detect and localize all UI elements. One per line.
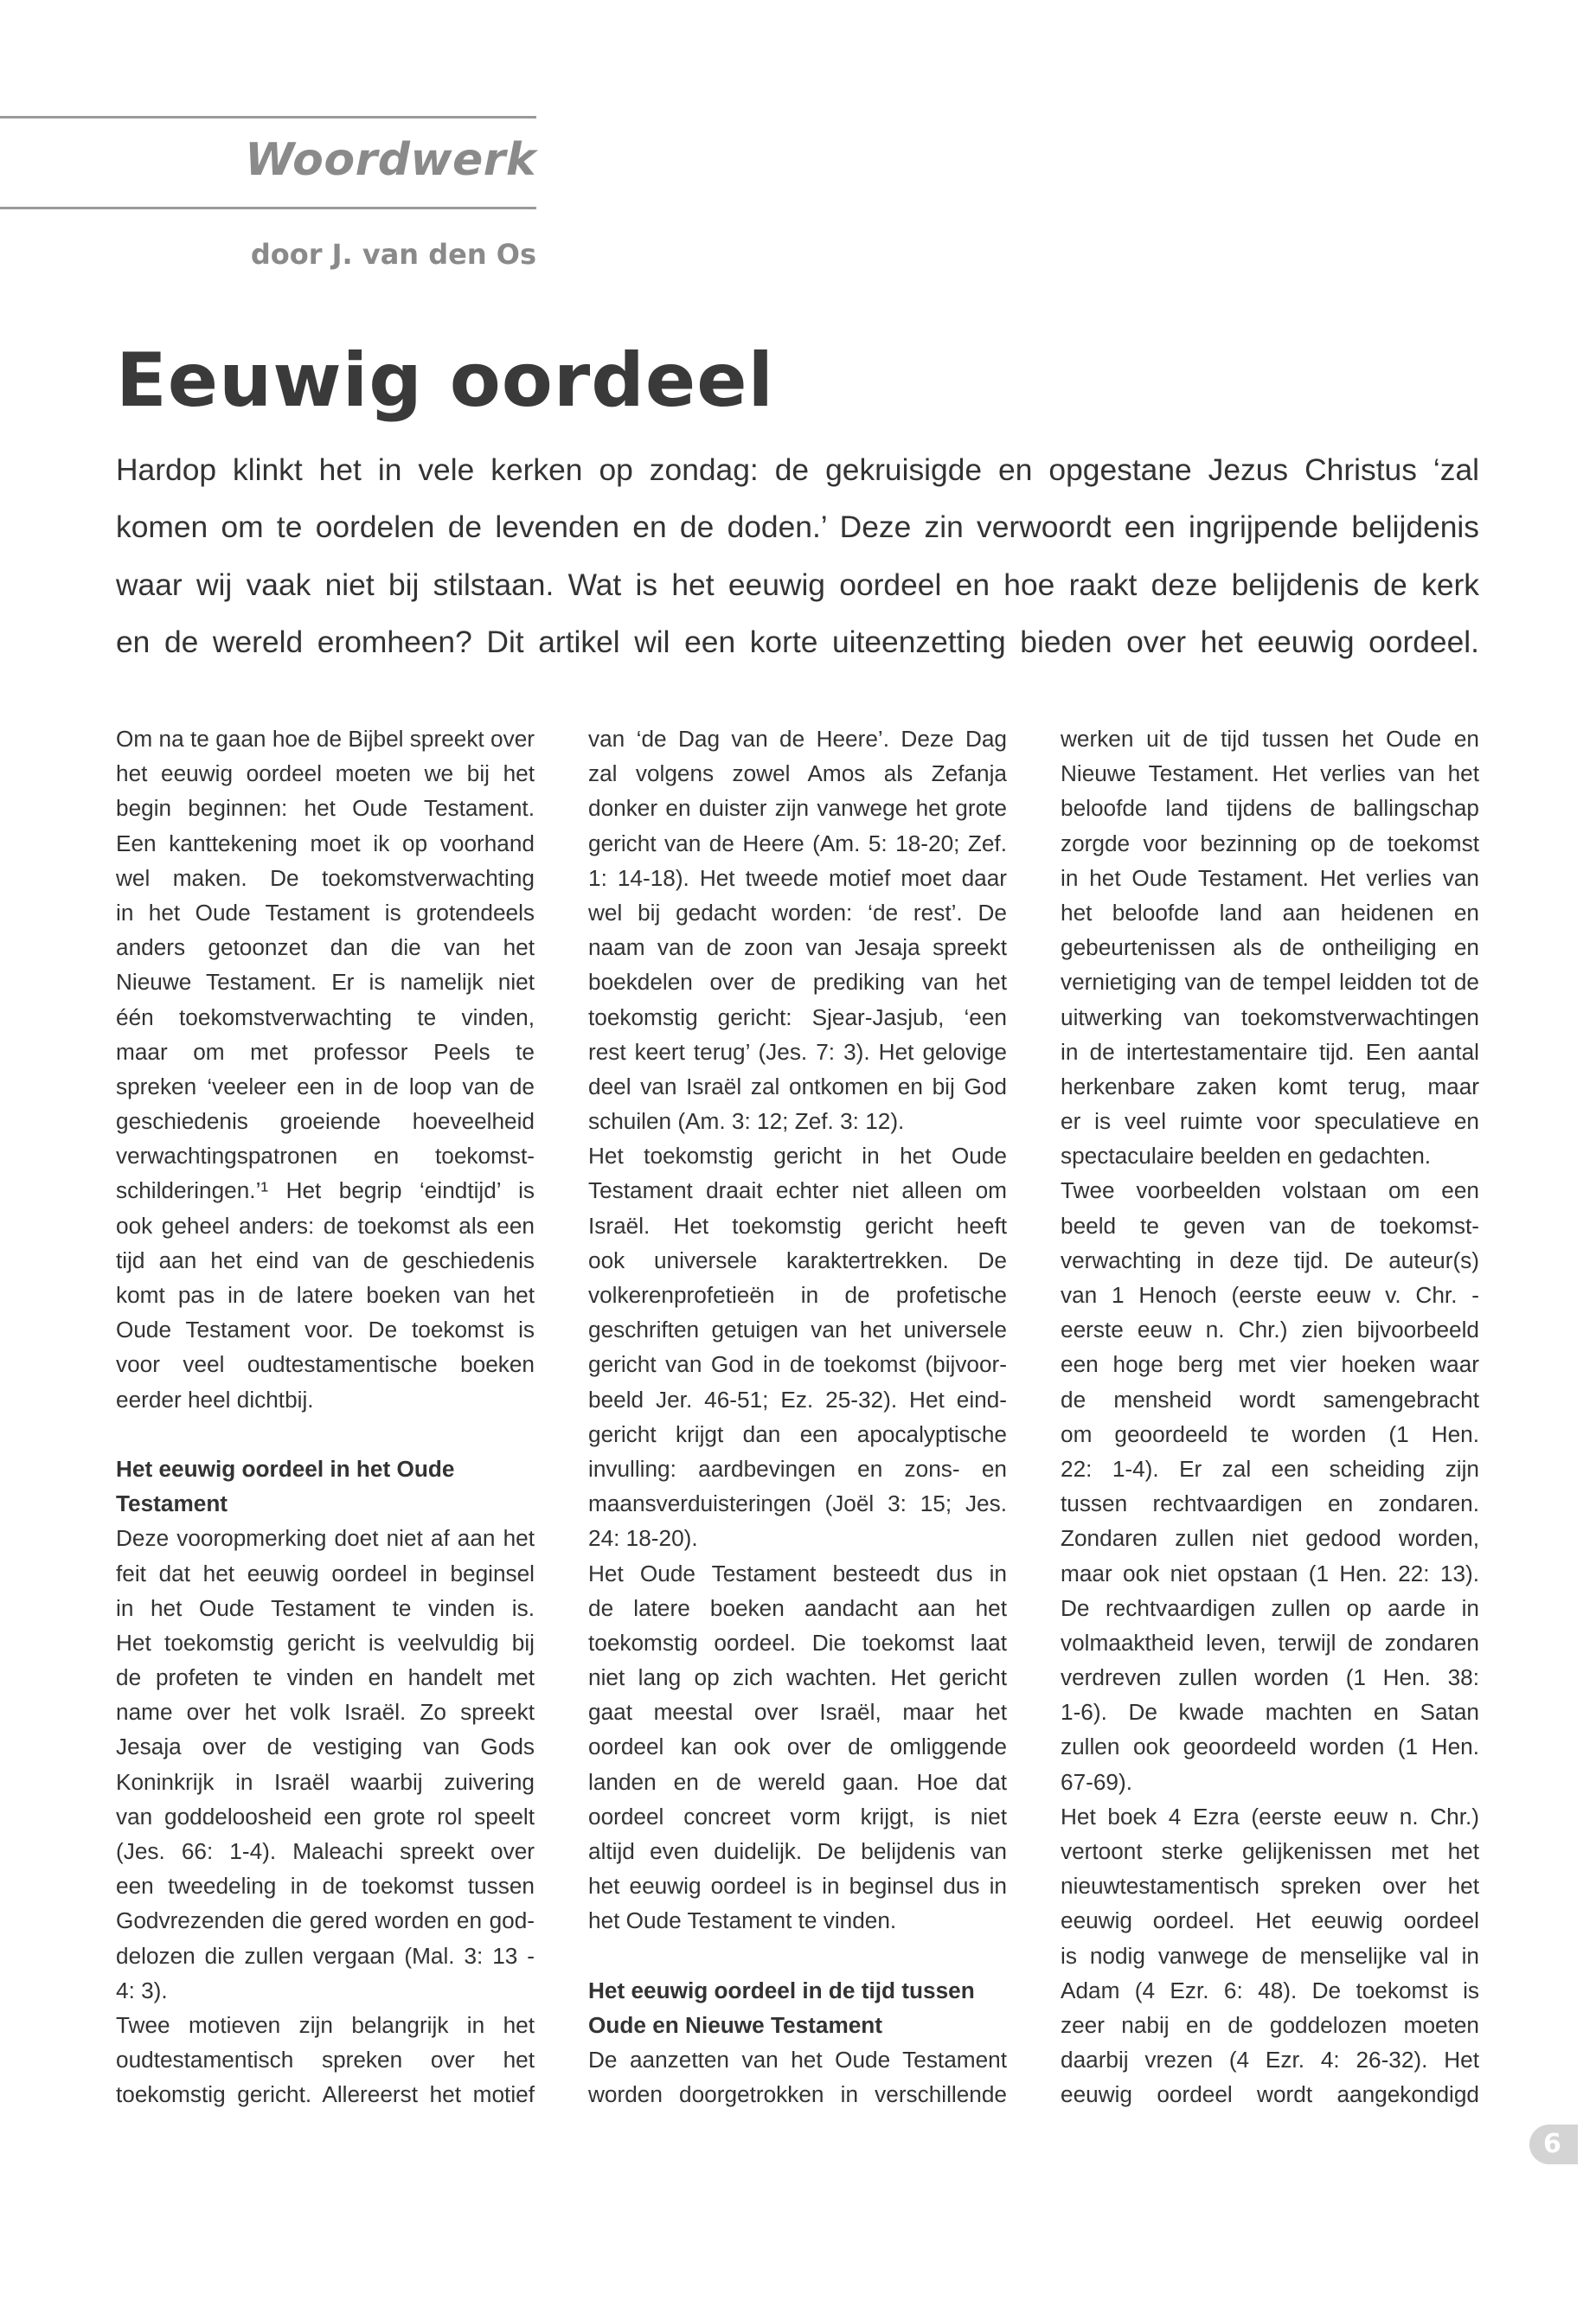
body-text-line: zorgde voor bezinning op de toekomst xyxy=(1061,830,1479,856)
body-text-line: spreken ‘veeleer een in de loop van de xyxy=(116,1073,535,1099)
body-text-line: naam van de zoon van Jesaja spreekt xyxy=(588,934,1007,961)
section-label: Woordwerk xyxy=(245,134,536,186)
body-text-line: de latere boeken aandacht aan het xyxy=(588,1594,1007,1621)
body-text-line: deel van Israël zal ontkomen en bij God xyxy=(588,1073,1007,1099)
body-text-line: gebeurtenissen als de ontheiliging en xyxy=(1061,934,1479,961)
text-column-1 xyxy=(116,721,535,2112)
author-byline: door J. van den Os xyxy=(250,238,536,271)
body-text-line: Het toekomstig gericht in het Oude xyxy=(588,1143,1007,1170)
body-text-line: verwachtingspatronen en toekomst- xyxy=(116,1143,535,1170)
body-text-line: Het boek 4 Ezra (eerste eeuw n. Chr.) xyxy=(1061,1803,1479,1830)
body-text-line: anders getoonzet dan die van het xyxy=(116,934,535,961)
body-text-line: het beloofde land aan heidenen en xyxy=(1061,899,1479,926)
body-text-line: Nieuwe Testament. Het verlies van het xyxy=(1061,760,1479,787)
body-text-line xyxy=(116,1417,535,1452)
body-text-line: boekdelen over de prediking van het xyxy=(588,969,1007,996)
body-text-line: Nieuwe Testament. Er is namelijk niet xyxy=(116,969,535,996)
body-text-line: rest keert terug’ (Jes. 7: 3). Het gelovige xyxy=(588,1038,1007,1065)
body-text-line: volkerenprofetieën in de profetische xyxy=(588,1282,1007,1308)
body-text-line: ook universele karaktertrekken. De xyxy=(588,1247,1007,1273)
body-text-line: maar ook niet opstaan (1 Hen. 22: 13). xyxy=(1061,1560,1479,1586)
intro-line: waar wij vaak niet bij stilstaan. Wat is het eeuwig oordeel en hoe raakt deze belijdenis de kerk xyxy=(116,567,1479,602)
body-text-line: Israël. Het toekomstig gericht heeft xyxy=(588,1212,1007,1239)
body-text-line: name over het volk Israël. Zo spreekt xyxy=(116,1699,535,1726)
body-text-line: er is veel ruimte voor speculatieve en xyxy=(1061,1108,1479,1135)
body-text-line: oordeel concreet vorm krijgt, is niet xyxy=(588,1803,1007,1830)
body-text-line: van ‘de Dag van de Heere’. Deze Dag xyxy=(588,726,1007,752)
body-text-line: Deze vooropmerking doet niet af aan het xyxy=(116,1525,535,1552)
text-column-3 xyxy=(1061,721,1479,2112)
body-text-line: om geoordeeld te worden (1 Hen. xyxy=(1061,1420,1479,1447)
page-number: 6 xyxy=(1543,2129,1561,2159)
body-text-line: de profeten te vinden en handelt met xyxy=(116,1664,535,1691)
body-text-line: maar om met professor Peels te xyxy=(116,1038,535,1065)
body-text-line: vernietiging van de tempel leidden tot de xyxy=(1061,969,1479,996)
body-text-line: komt pas in de latere boeken van het xyxy=(116,1282,535,1308)
body-text-line: feit dat het eeuwig oordeel in beginsel xyxy=(116,1560,535,1586)
body-text-line: Jesaja over de vestiging van Gods xyxy=(116,1734,535,1760)
body-text-line: van 1 Henoch (eerste eeuw v. Chr. - xyxy=(1061,1282,1479,1308)
body-text-line: Twee voorbeelden volstaan om een xyxy=(1061,1177,1479,1204)
body-text-line: toekomstig oordeel. Die toekomst laat xyxy=(588,1629,1007,1656)
body-text-line: tijd aan het eind van de geschiedenis xyxy=(116,1247,535,1273)
body-text-line: altijd even duidelijk. De belijdenis van xyxy=(588,1838,1007,1864)
body-text-line: Godvrezenden die gered worden en god- xyxy=(116,1907,535,1934)
body-text-line: gericht krijgt dan een apocalyptische xyxy=(588,1420,1007,1447)
body-text-line: Koninkrijk in Israël waarbij zuivering xyxy=(116,1768,535,1795)
body-text-line: daarbij vrezen (4 Ezr. 4: 26-32). Het xyxy=(1061,2047,1479,2073)
body-text-line xyxy=(588,1939,1007,1973)
body-text-line: nieuwtestamentisch spreken over het xyxy=(1061,1873,1479,1900)
body-text-line: landen en de wereld gaan. Hoe dat xyxy=(588,1768,1007,1795)
subheading-line: Het eeuwig oordeel in de tijd tussen xyxy=(588,1977,975,2003)
body-text-line: eeuwig oordeel. Het eeuwig oordeel xyxy=(1061,1907,1479,1934)
article-intro xyxy=(116,441,1479,671)
body-text-line: eerste eeuw n. Chr.) zien bijvoorbeeld xyxy=(1061,1317,1479,1343)
body-text-line: Zondaren zullen niet gedood worden, xyxy=(1061,1525,1479,1552)
body-text-line: Adam (4 Ezr. 6: 48). De toekomst is xyxy=(1061,1977,1479,2003)
body-text-line: 22: 1-4). Er zal een scheiding zijn xyxy=(1061,1455,1479,1482)
body-text-line: 1-6). De kwade machten en Satan xyxy=(1061,1699,1479,1726)
body-text-line: Twee motieven zijn belangrijk in het xyxy=(116,2011,535,2038)
body-text-line: Het Oude Testament besteedt dus in xyxy=(588,1560,1007,1586)
body-text-line: geschriften getuigen van het universele xyxy=(588,1317,1007,1343)
body-text-line: volmaaktheid leven, terwijl de zondaren xyxy=(1061,1629,1479,1656)
body-text-line: in de intertestamentaire tijd. Een aantal xyxy=(1061,1038,1479,1065)
body-text-line: geschiedenis groeiende hoeveelheid xyxy=(116,1108,535,1135)
body-text-line: werken uit de tijd tussen het Oude en xyxy=(1061,726,1479,752)
body-text-line: Een kanttekening moet ik op voorhand xyxy=(116,830,535,856)
body-text-line: schuilen (Am. 3: 12; Zef. 3: 12). xyxy=(588,1108,905,1135)
body-text-line: beloofde land tijdens de ballingschap xyxy=(1061,795,1479,822)
body-text-line: 4: 3). xyxy=(116,1977,168,2003)
body-text-line: (Jes. 66: 1-4). Maleachi spreekt over xyxy=(116,1838,535,1864)
body-text-line: De rechtvaardigen zullen op aarde in xyxy=(1061,1594,1479,1621)
body-text-line: verdreven zullen worden (1 Hen. 38: xyxy=(1061,1664,1479,1691)
body-text-line: een hoge berg met vier hoeken waar xyxy=(1061,1351,1479,1378)
body-text-line: invulling: aardbevingen en zons- en xyxy=(588,1455,1007,1482)
body-text-line: één toekomstverwachting te vinden, xyxy=(116,1003,535,1030)
body-text-line: Testament draait echter niet alleen om xyxy=(588,1177,1007,1204)
body-text-line: een tweedeling in de toekomst tussen xyxy=(116,1873,535,1900)
intro-line: komen om te oordelen de levenden en de doden.’ Deze zin verwoordt een ingrijpende belijdenis xyxy=(116,510,1479,545)
body-text-line: zeer nabij en de goddelozen moeten xyxy=(1061,2011,1479,2038)
body-text-line: eerder heel dichtbij. xyxy=(116,1386,314,1413)
body-text-line: begin beginnen: het Oude Testament. xyxy=(116,795,535,822)
body-text-line: het Oude Testament te vinden. xyxy=(588,1907,897,1934)
body-text-line: eeuwig oordeel wordt aangekondigd xyxy=(1061,2081,1479,2108)
body-text-line: gericht van de Heere (Am. 5: 18-20; Zef. xyxy=(588,830,1007,856)
body-text-line: het eeuwig oordeel is in beginsel dus in xyxy=(588,1873,1007,1900)
body-text-line: tussen rechtvaardigen en zondaren. xyxy=(1061,1490,1479,1517)
body-text-line: in het Oude Testament. Het verlies van xyxy=(1061,864,1479,891)
body-text-line: 1: 14-18). Het tweede motief moet daar xyxy=(588,864,1007,891)
body-text-line: beeld te geven van de toekomst- xyxy=(1061,1212,1479,1239)
body-text-line: in het Oude Testament is grotendeels xyxy=(116,899,535,926)
body-text-line: De aanzetten van het Oude Testament xyxy=(588,2047,1007,2073)
body-text-line: oordeel kan ook over de omliggende xyxy=(588,1734,1007,1760)
body-text-line: gericht van God in de toekomst (bijvoor- xyxy=(588,1351,1007,1378)
body-text-line: schilderingen.’¹ Het begrip ‘eindtijd’ is xyxy=(116,1177,535,1204)
body-text-line: toekomstig gericht. Allereerst het motief xyxy=(116,2081,535,2108)
body-text-line: voor veel oudtestamentische boeken xyxy=(116,1351,535,1378)
body-text-line: toekomstig gericht: Sjear-Jasjub, ‘een xyxy=(588,1003,1007,1030)
body-text-line: herkenbare zaken komt terug, maar xyxy=(1061,1073,1479,1099)
subheading-line: Testament xyxy=(116,1490,228,1517)
body-text-line: in het Oude Testament te vinden is. xyxy=(116,1594,535,1621)
body-text-line: verwachting in deze tijd. De auteur(s) xyxy=(1061,1247,1479,1273)
body-text-line: wel maken. De toekomstverwachting xyxy=(116,864,535,891)
body-text-line: 67-69). xyxy=(1061,1768,1132,1795)
subheading-line: Het eeuwig oordeel in het Oude xyxy=(116,1455,455,1482)
body-text-line: uitwerking van toekomstverwachtingen xyxy=(1061,1003,1479,1030)
article-title: Eeuwig oordeel xyxy=(116,337,774,424)
body-text-line: van goddeloosheid een grote rol speelt xyxy=(116,1803,535,1830)
text-column-2 xyxy=(588,721,1007,2112)
intro-line: en de wereld eromheen? Dit artikel wil een korte uiteenzetting bieden over het eeuwig oordeel. xyxy=(116,625,1479,660)
body-text-line: het eeuwig oordeel moeten we bij het xyxy=(116,760,535,787)
body-text-line: donker en duister zijn vanwege het grote xyxy=(588,795,1007,822)
body-text-line: beeld Jer. 46-51; Ez. 25-32). Het eind- xyxy=(588,1386,1007,1413)
intro-line: Hardop klinkt het in vele kerken op zondag: de gekruisigde en opgestane Jezus Christus ‘zal xyxy=(116,452,1479,487)
body-text-line: zal volgens zowel Amos als Zefanja xyxy=(588,760,1007,787)
body-text-line: 24: 18-20). xyxy=(588,1525,698,1552)
body-text-line: spectaculaire beelden en gedachten. xyxy=(1061,1143,1432,1170)
body-text-line: delozen die zullen vergaan (Mal. 3: 13 - xyxy=(116,1942,535,1969)
body-text-line: Om na te gaan hoe de Bijbel spreekt over xyxy=(116,726,535,752)
body-text-line: vertoont sterke gelijkenissen met het xyxy=(1061,1838,1479,1864)
body-text-line: niet lang op zich wachten. Het gericht xyxy=(588,1664,1007,1691)
body-text-line: maansverduisteringen (Joël 3: 15; Jes. xyxy=(588,1490,1007,1517)
body-text-line: worden doorgetrokken in verschillende xyxy=(588,2081,1007,2108)
body-text-line: wel bij gedacht worden: ‘de rest’. De xyxy=(588,899,1007,926)
body-text-line: de mensheid wordt samengebracht xyxy=(1061,1386,1479,1413)
body-text-line: is nodig vanwege de menselijke val in xyxy=(1061,1942,1479,1969)
header-rule-bottom xyxy=(0,207,536,209)
body-text-line: gaat meestal over Israël, maar het xyxy=(588,1699,1007,1726)
subheading-line: Oude en Nieuwe Testament xyxy=(588,2011,883,2038)
body-text-line: Oude Testament voor. De toekomst is xyxy=(116,1317,535,1343)
body-text-line: oudtestamentisch spreken over het xyxy=(116,2047,535,2073)
body-text-line: zullen ook geoordeeld worden (1 Hen. xyxy=(1061,1734,1479,1760)
body-text-line: ook geheel anders: de toekomst als een xyxy=(116,1212,535,1239)
body-text-line: Het toekomstig gericht is veelvuldig bij xyxy=(116,1629,535,1656)
header-rule-top xyxy=(0,116,536,119)
